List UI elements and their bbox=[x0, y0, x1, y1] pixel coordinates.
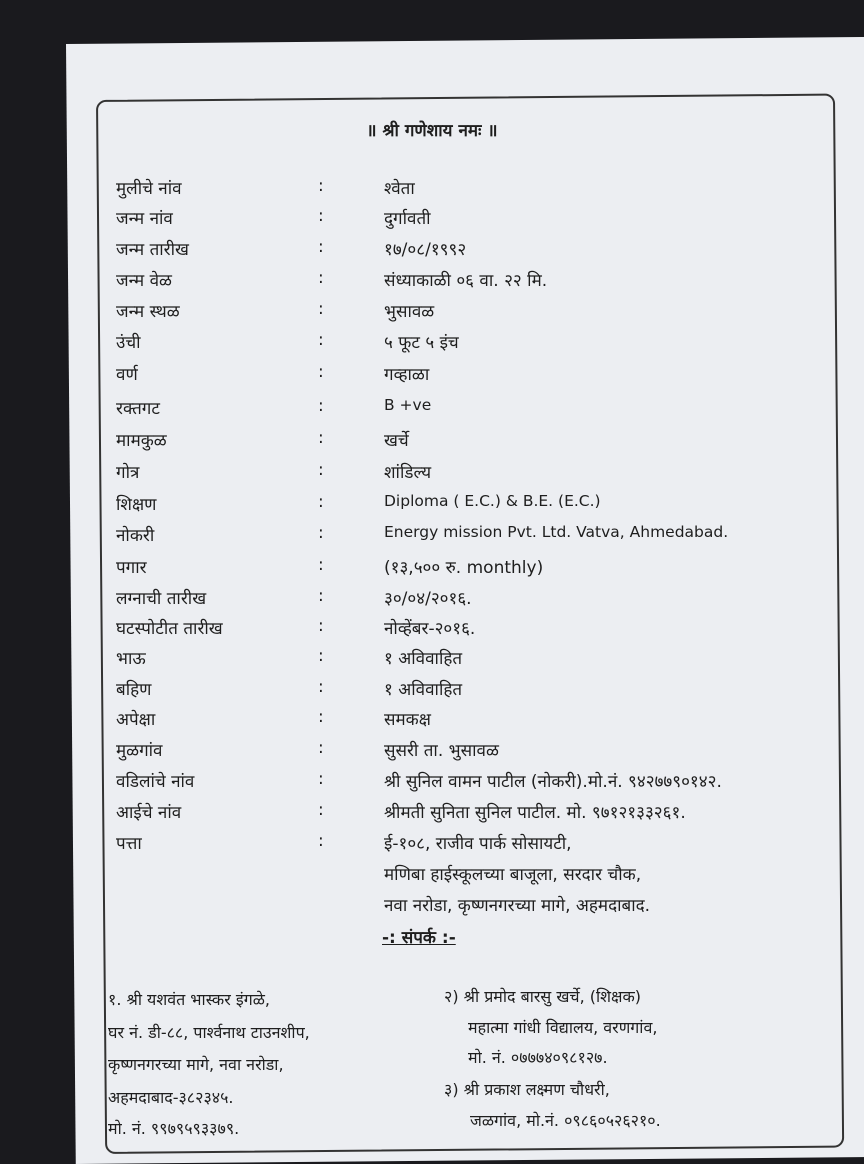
field-row bbox=[0, 616, 864, 646]
field-value: गव्हाळा bbox=[384, 365, 430, 385]
field-label: जन्म वेळ bbox=[116, 271, 172, 291]
field-value: (१३,५०० रु. monthly) bbox=[384, 558, 544, 578]
field-row bbox=[0, 677, 864, 707]
field-label: अपेक्षा bbox=[116, 710, 156, 730]
field-colon: : bbox=[318, 299, 324, 319]
field-row bbox=[0, 206, 864, 236]
field-label: जन्म नांव bbox=[116, 209, 173, 229]
field-row bbox=[0, 330, 864, 360]
field-value: Energy mission Pvt. Ltd. Vatva, Ahmedabad. bbox=[384, 523, 729, 541]
field-colon: : bbox=[318, 362, 324, 382]
field-value: १ अविवाहित bbox=[384, 649, 463, 669]
field-colon: : bbox=[318, 206, 324, 226]
field-row bbox=[0, 800, 864, 830]
field-row bbox=[0, 299, 864, 329]
field-value: दुर्गावती bbox=[384, 209, 431, 229]
field-value: श्वेता bbox=[384, 179, 415, 199]
contact-left-line: १. श्री यशवंत भास्कर इंगळे, bbox=[108, 990, 270, 1009]
field-colon: : bbox=[318, 677, 324, 697]
field-row bbox=[0, 555, 864, 585]
field-label: वर्ण bbox=[116, 365, 138, 385]
field-label: नोकरी bbox=[116, 526, 155, 546]
contact-right-line: जळगांव, मो.नं. ०९८६०५२६२१०. bbox=[470, 1111, 661, 1130]
field-colon: : bbox=[318, 330, 324, 350]
field-row bbox=[0, 769, 864, 799]
field-colon: : bbox=[318, 769, 324, 789]
address-line: मणिबा हाईस्कूलच्या बाजूला, सरदार चौक, bbox=[384, 865, 642, 885]
field-colon: : bbox=[318, 738, 324, 758]
address-line: नवा नरोडा, कृष्णनगरच्या मागे, अहमदाबाद. bbox=[384, 896, 651, 916]
field-value: सुसरी ता. भुसावळ bbox=[384, 741, 499, 761]
field-value: खर्चे bbox=[384, 431, 409, 451]
field-colon: : bbox=[318, 492, 324, 512]
field-row bbox=[0, 586, 864, 616]
field-row bbox=[0, 362, 864, 392]
field-row bbox=[0, 707, 864, 737]
field-colon: : bbox=[318, 586, 324, 606]
contact-left-line: अहमदाबाद-३८२३४५. bbox=[108, 1088, 234, 1107]
field-value: श्रीमती सुनिता सुनिल पाटील. मो. ९७१२१३३२६१. bbox=[384, 803, 686, 823]
contact-right-line: ३) श्री प्रकाश लक्ष्मण चौधरी, bbox=[444, 1080, 610, 1099]
field-value: १ अविवाहित bbox=[384, 680, 463, 700]
field-value: भुसावळ bbox=[384, 302, 435, 322]
field-row bbox=[0, 460, 864, 490]
document-heading: ॥ श्री गणेशाय नमः ॥ bbox=[366, 121, 498, 141]
field-colon: : bbox=[318, 555, 324, 575]
field-colon: : bbox=[318, 523, 324, 543]
field-label: मुलीचे नांव bbox=[116, 179, 182, 199]
field-label: बहिण bbox=[116, 680, 152, 700]
contact-right-line: २) श्री प्रमोद बारसु खर्चे, (शिक्षक) bbox=[444, 987, 642, 1006]
field-label: शिक्षण bbox=[116, 495, 157, 515]
field-label: पगार bbox=[116, 558, 147, 578]
field-value: नोव्हेंबर-२०१६. bbox=[384, 619, 476, 639]
field-label: पत्ता bbox=[116, 834, 142, 854]
contact-right-line: महात्मा गांधी विद्यालय, वरणगांव, bbox=[468, 1018, 658, 1037]
field-row bbox=[0, 492, 864, 522]
field-row bbox=[0, 523, 864, 553]
field-label: रक्तगट bbox=[116, 399, 160, 419]
contact-left-line: घर नं. डी-८८, पार्श्वनाथ टाउनशीप, bbox=[108, 1023, 310, 1042]
field-row bbox=[0, 428, 864, 458]
field-colon: : bbox=[318, 268, 324, 288]
contact-heading: -: संपर्क :- bbox=[382, 928, 456, 948]
contact-right-line: मो. नं. ०७७७४०९८१२७. bbox=[468, 1048, 608, 1067]
field-colon: : bbox=[318, 616, 324, 636]
contact-left-line: मो. नं. ९९७९५९३३७९. bbox=[108, 1119, 240, 1138]
field-colon: : bbox=[318, 237, 324, 257]
field-label: लग्नाची तारीख bbox=[116, 589, 207, 609]
field-label: मुळगांव bbox=[116, 741, 163, 761]
field-label: घटस्पोटीत तारीख bbox=[116, 619, 223, 639]
field-label: भाऊ bbox=[116, 649, 146, 669]
field-label: मामकुळ bbox=[116, 431, 167, 451]
field-colon: : bbox=[318, 646, 324, 666]
field-value: ३०/०४/२०१६. bbox=[384, 589, 472, 609]
field-label: जन्म तारीख bbox=[116, 240, 189, 260]
field-label: जन्म स्थळ bbox=[116, 302, 180, 322]
field-value: ५ फूट ५ इंच bbox=[384, 333, 459, 353]
contact-left-line: कृष्णनगरच्या मागे, नवा नरोडा, bbox=[108, 1055, 284, 1074]
field-value: B +ve bbox=[384, 396, 432, 414]
field-value: Diploma ( E.C.) & B.E. (E.C.) bbox=[384, 492, 601, 510]
field-row bbox=[0, 396, 864, 426]
field-colon: : bbox=[318, 428, 324, 448]
field-colon: : bbox=[318, 831, 324, 851]
field-label: गोत्र bbox=[116, 463, 140, 483]
field-label: आईचे नांव bbox=[116, 803, 182, 823]
field-row bbox=[0, 237, 864, 267]
field-label: उंची bbox=[116, 333, 141, 353]
field-row bbox=[0, 646, 864, 676]
field-row bbox=[0, 268, 864, 298]
field-value: ई-१०८, राजीव पार्क सोसायटी, bbox=[384, 834, 572, 854]
field-colon: : bbox=[318, 460, 324, 480]
field-label: वडिलांचे नांव bbox=[116, 772, 195, 792]
field-value: १७/०८/१९९२ bbox=[384, 240, 467, 260]
field-row bbox=[0, 176, 864, 206]
field-row bbox=[0, 738, 864, 768]
field-value: शांडिल्य bbox=[384, 463, 432, 483]
field-colon: : bbox=[318, 800, 324, 820]
field-value: समकक्ष bbox=[384, 710, 431, 730]
field-colon: : bbox=[318, 396, 324, 416]
field-colon: : bbox=[318, 176, 324, 196]
field-colon: : bbox=[318, 707, 324, 727]
field-row bbox=[0, 831, 864, 861]
field-value: संध्याकाळी ०६ वा. २२ मि. bbox=[384, 271, 548, 291]
field-value: श्री सुनिल वामन पाटील (नोकरी).मो.नं. ९४२७७९०१४२. bbox=[384, 772, 722, 792]
